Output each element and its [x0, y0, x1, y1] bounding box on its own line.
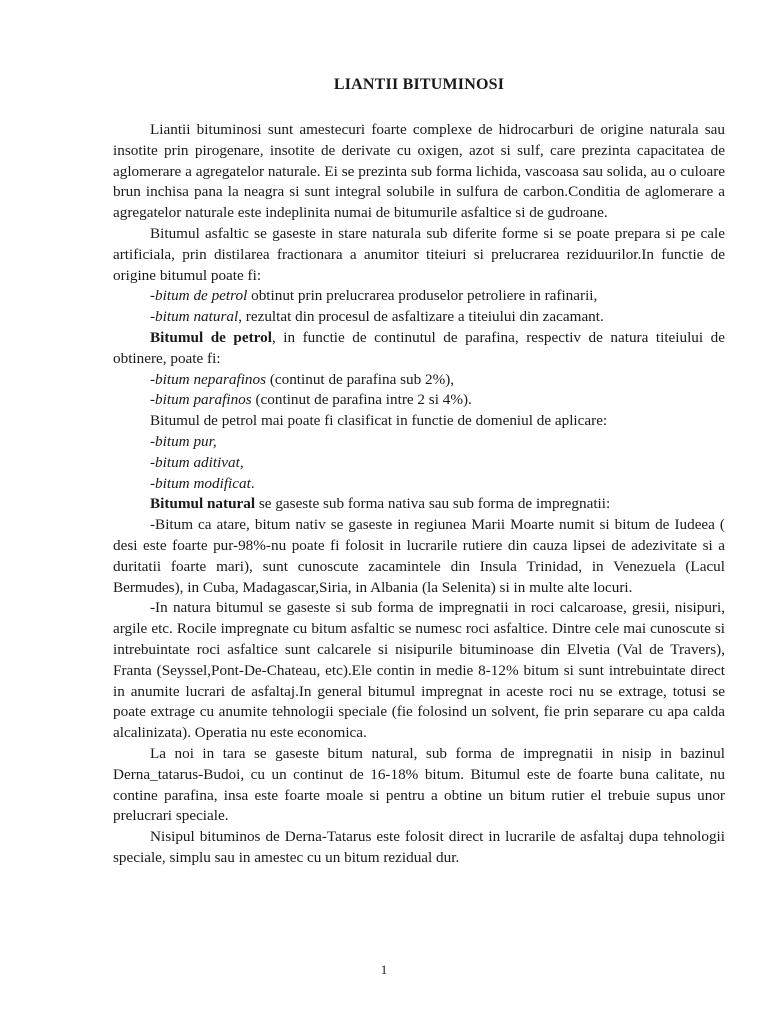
paragraph-derna-tatarus: La noi in tara se gaseste bitum natural, sub forma de impregnatii in nisip in bazinul Derna_tatarus-Budoi, cu un continut de 16-18% bitum. Bitumul este de foarte buna calitate, nu contine parafina, insa este foarte moale si pentru a obtine un bitum rutier el trebuie supus unor prelucrari speciale. [113, 744, 725, 825]
paragraph-bitumul-natural [113, 494, 725, 515]
term-italic: -bitum de petrol [150, 287, 248, 305]
document-title: LIANTII BITUMINOSI [333, 76, 505, 93]
list-item-bitum-modificat [113, 474, 725, 495]
paragraph-nisip-bituminos: Nisipul bituminos de Derna-Tatarus este folosit direct in lucrarile de asfaltaj dupa tehnologii speciale, simplu sau in amestec cu un bitum rezidual dur. [113, 828, 725, 866]
paragraph-clasificare: Bitumul de petrol mai poate fi clasificat in functie de domeniul de aplicare: [150, 412, 608, 430]
term-italic: -bitum modificat [150, 474, 251, 492]
list-item-bitum-parafinos [113, 390, 725, 411]
term-italic: -bitum neparafinos [150, 370, 267, 388]
term-italic: -bitum pur, [150, 432, 217, 450]
paragraph-roci-asfaltice: -In natura bitumul se gaseste si sub forma de impregnatii in roci calcaroase, gresii, nisipuri, argile etc. Rocile impregnate cu bitum asfaltic se numesc roci asfaltice. Dintre cele mai cunoscute si intrebuintate roci asfaltice sunt calcarele si nisipurile bituminoase din Elvetia (Val de Travers), Franta (Seyssel,Pont-De-Chateau, etc).Ele contin in medie 8-12% bitum si sunt intrebuintate direct in anumite lucrari de asfaltaj.In general bitumul impregnat in aceste roci nu se extrage, totusi se poate extrage cu anumite tehnologii speciale (fie folosind un solvent, fie prin separare cu apa calda alcalinizata). Operatia nu este economica. [113, 599, 725, 742]
list-item-bitum-aditivat [113, 453, 725, 474]
term-italic: -bitum parafinos [150, 391, 252, 409]
term-bold: Bitumul natural [150, 495, 256, 513]
item-text: , rezultat din procesul de asfaltizare a titeiului din zacamant. [238, 308, 604, 326]
term-italic: -bitum aditivat, [150, 453, 244, 471]
term-bold: Bitumul de petrol [150, 328, 272, 346]
list-item-bitum-neparafinos [113, 370, 725, 391]
term-italic: -bitum natural [150, 308, 239, 326]
paragraph-intro: Liantii bituminosi sunt amestecuri foarte complexe de hidrocarburi de origine naturala sau insotite prin pirogenare, insotite de derivate cu oxigen, azot si sulf, care prezinta capacitatea de aglomerare a agregatelor naturale. Ei se prezinta sub forma lichida, vascoasa sau solida, au o culoare brun inchisa pana la neagra si sunt integral solubile in sulfura de carbon.Conditia de aglomerare a agregatelor naturale este indeplinita numai de bitumurile asfaltice si de gudroane. [113, 121, 725, 222]
paragraph-text: , in functie de continutul de parafina, respectiv de natura titeiului de obtinere, poate fi: [113, 328, 725, 367]
item-text: obtinut prin prelucrarea produselor petroliere in rafinarii, [247, 287, 598, 305]
list-item-bitum-natural [113, 307, 725, 328]
list-item-bitum-de-petrol [113, 286, 725, 307]
paragraph-text: se gaseste sub forma nativa sau sub forma de impregnatii: [255, 495, 611, 513]
item-text: . [250, 474, 255, 492]
paragraph-bitumul-de-petrol [113, 328, 725, 370]
item-text: (continut de parafina intre 2 si 4%). [251, 391, 472, 409]
paragraph-bitum-asfaltic: Bitumul asfaltic se gaseste in stare naturala sub diferite forme si se poate prepara si pe cale artificiala, prin distilarea fractionara a anumitor titeiuri si prelucrarea reziduurilor.In functie de origine bitumul poate fi: [113, 224, 725, 284]
document-body [113, 120, 725, 869]
page-number: 1 [380, 962, 388, 977]
list-item-bitum-pur [113, 432, 725, 453]
paragraph-bitum-nativ: -Bitum ca atare, bitum nativ se gaseste in regiunea Marii Moarte numit si bitum de Iudeea ( desi este foarte pur-98%-nu poate fi folosit in lucrarile rutiere din cauza lipsei de adezivitate si a duritatii foarte mari), sunt cunoscute zacamintele din Insula Trinidad, in Venezuela (Lacul Bermudes), in Cuba, Madagascar,Siria, in Albania (la Selenita) si in multe alte locuri. [113, 516, 725, 596]
item-text: (continut de parafina sub 2%), [266, 370, 455, 388]
